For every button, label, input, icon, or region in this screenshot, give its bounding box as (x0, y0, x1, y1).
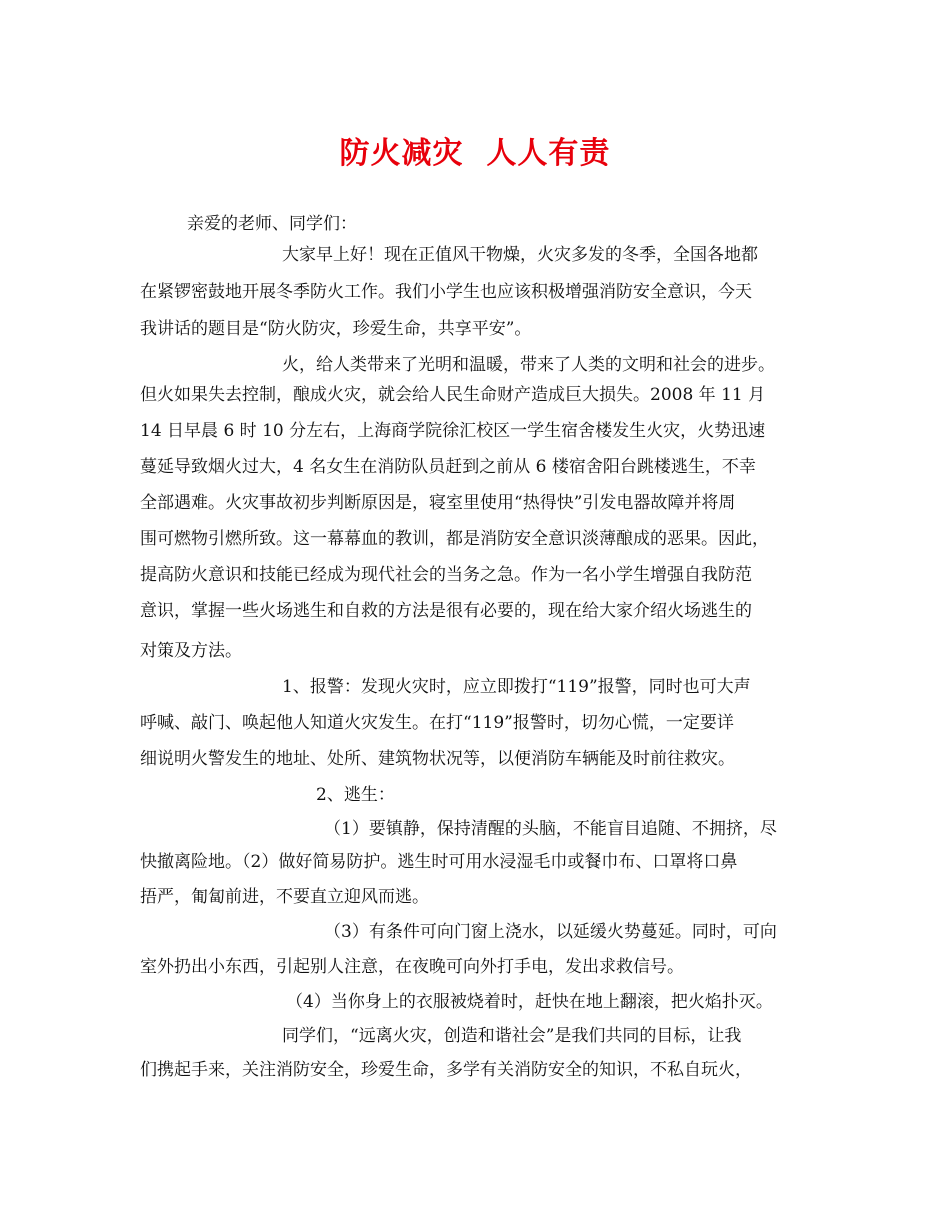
document-title: 防火减灾 人人有责 (339, 136, 611, 171)
paragraph-line: 但火如果失去控制，酿成火灾，就会给人民生命财产造成巨大损失。2008 年 11 月 (140, 385, 766, 405)
paragraph-line: 大家早上好！现在正值风干物燥，火灾多发的冬季，全国各地都 (282, 245, 758, 265)
paragraph-line: 2、逃生： (316, 785, 395, 805)
paragraph-line: 1、报警：发现火灾时，应立即拨打“119”报警，同时也可大声 (282, 677, 751, 697)
paragraph-line: 捂严，匍匐前进，不要直立迎风而逃。 (140, 887, 429, 907)
paragraph-line: 细说明火警发生的地址、处所、建筑物状况等，以便消防车辆能及时前往救灾。 (140, 749, 735, 769)
paragraph-line: 我讲话的题目是“防火防灾，珍爱生命，共享平安”。 (140, 319, 532, 339)
paragraph-line: 同学们，“远离火灾，创造和谐社会”是我们共同的目标，让我 (282, 1026, 742, 1046)
paragraph-line: 们携起手来，关注消防安全，珍爱生命，多学有关消防安全的知识，不私自玩火， (140, 1060, 752, 1080)
paragraph-line: 14 日早晨 6 时 10 分左右，上海商学院徐汇校区一学生宿舍楼发生火灾，火势迅速 (140, 421, 766, 441)
paragraph-line: 对策及方法。 (140, 641, 242, 661)
paragraph-line: 围可燃物引燃所致。这一幕幕血的教训，都是消防安全意识淡薄酿成的恶果。因此， (140, 529, 769, 549)
paragraph-line: （3）有条件可向门窗上浇水，以延缓火势蔓延。同时，可向 (324, 922, 777, 942)
paragraph-line: 全部遇难。火灾事故初步判断原因是，寝室里使用“热得快”引发电器故障并将周 (140, 493, 736, 513)
paragraph-line: 在紧锣密鼓地开展冬季防火工作。我们小学生也应该积极增强消防安全意识，今天 (140, 282, 752, 302)
paragraph-line: 快撤离险地。（2）做好简易防护。逃生时可用水浸湿毛巾或餐巾布、口罩将口鼻 (140, 852, 738, 872)
paragraph-line: 呼喊、敲门、唤起他人知道火灾发生。在打“119”报警时，切勿心慌，一定要详 (140, 713, 734, 733)
paragraph-line: （4）当你身上的衣服被烧着时，赶快在地上翻滚，把火焰扑灭。 (286, 992, 773, 1012)
paragraph-line: 火，给人类带来了光明和温暖，带来了人类的文明和社会的进步。 (282, 355, 775, 375)
paragraph-line: （1）要镇静，保持清醒的头脑，不能盲目追随、不拥挤，尽 (324, 819, 777, 839)
paragraph-line: 室外扔出小东西，引起别人注意，在夜晚可向外打手电，发出求救信号。 (140, 957, 684, 977)
greeting: 亲爱的老师、同学们： (187, 214, 357, 234)
paragraph-line: 意识，掌握一些火场逃生和自救的方法是很有必要的，现在给大家介绍火场逃生的 (140, 601, 752, 621)
paragraph-line: 提高防火意识和技能已经成为现代社会的当务之急。作为一名小学生增强自我防范 (140, 565, 752, 585)
paragraph-line: 蔓延导致烟火过大，4 名女生在消防队员赶到之前从 6 楼宿舍阳台跳楼逃生，不幸 (140, 457, 756, 477)
